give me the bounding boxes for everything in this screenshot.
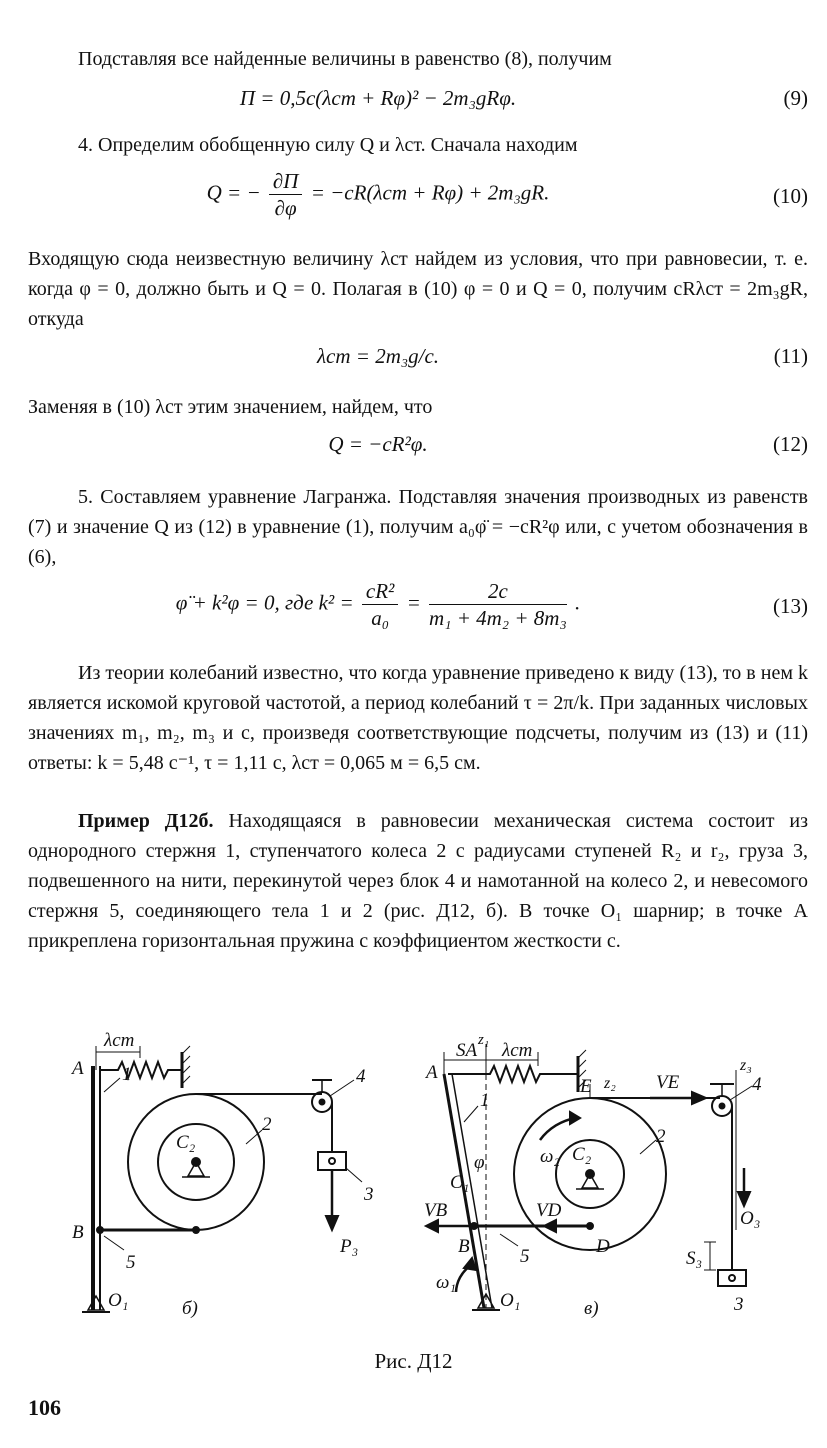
- label-sub-b: б): [182, 1298, 198, 1319]
- equation-13-lhs: φ̈ + k²φ = 0, где k² =: [175, 590, 354, 615]
- spring-right: [448, 1066, 578, 1082]
- label-C2-left: C₂: [176, 1132, 196, 1153]
- load-3-left: [318, 1152, 346, 1170]
- equation-9: [28, 84, 808, 118]
- label-VB-2: VD: [536, 1200, 562, 1221]
- label-O3: O₃: [740, 1208, 761, 1229]
- example-title: Пример Д12б.: [78, 810, 214, 832]
- equation-11: [28, 342, 808, 376]
- equation-13-fraction-1: [362, 578, 398, 631]
- label-z1: z₁: [478, 1032, 490, 1048]
- equation-13-f1-num: cR²: [362, 578, 398, 605]
- label-B-right: B: [458, 1236, 470, 1257]
- label-2-left: 2: [262, 1114, 272, 1135]
- paragraph-1: Подставляя все найденные величины в равенство (8), получим: [78, 48, 612, 70]
- page-number: 106: [28, 1395, 61, 1420]
- equation-9-body: П = 0,5c(λст + Rφ)² − 2m₃gRφ.: [239, 86, 517, 110]
- label-5-left: 5: [126, 1252, 136, 1273]
- label-z3: z₃: [740, 1057, 752, 1074]
- label-VE: VE: [656, 1072, 680, 1093]
- equation-11-body: λст = 2m₃g/c.: [316, 344, 440, 368]
- label-A-left: A: [72, 1058, 84, 1079]
- equation-10-frac-num: ∂П: [269, 168, 303, 195]
- label-S3: S₃: [686, 1248, 703, 1269]
- equation-12-body: Q = −cR²φ.: [328, 432, 428, 456]
- equation-13-f2-num: 2c: [429, 578, 567, 605]
- equation-10-rhs: = −cR(λст + Rφ) + 2m₃gR.: [310, 180, 550, 205]
- label-sub-v: в): [584, 1298, 599, 1319]
- equation-13-number: (13): [773, 594, 808, 618]
- equation-13-f2-den: m₁ + 4m₂ + 8m₃: [429, 606, 567, 630]
- paragraph-5: 5. Составляем уравнение Лагранжа. Подставляя значения производных из равенств (7) и значение Q из (12) в уравнение (1), получим a₀φ̈ = −cR²φ или, с учетом обозначения в (6),: [28, 486, 808, 568]
- equation-13-mid: =: [406, 590, 421, 615]
- label-VB-1: VB: [424, 1200, 448, 1221]
- paragraph-3: Входящую сюда неизвестную величину λст найдем из условия, что при равновесии, т. е. когда φ = 0, должно быть и Q = 0. Полагая в (10) φ = 0 и Q = 0, получим cRλст = 2m₃gR, откуда: [28, 248, 808, 330]
- label-z2: z₂: [604, 1075, 616, 1092]
- equation-9-number: (9): [783, 86, 808, 110]
- figure-b: [82, 1046, 362, 1312]
- label-B-left: B: [72, 1222, 84, 1243]
- equation-13: [28, 578, 808, 640]
- label-omega2: ω₂: [540, 1146, 561, 1167]
- paragraph-7-text: Находящаяся в равновесии механическая система состоит из однородного стержня 1, ступенчатого колеса 2 с радиусами ступеней R₂ и r₂, груза 3, подвешенного на нити, перекинутой через блок 4 и намотанной на колесо 2, и невесомого стержня 5, соединяющего тела 1 и 2 (рис. Д12, б). В точке O₁ шарнир; в точке A прикреплена горизонтальная пружина с коэффициентом жесткости c.: [28, 810, 809, 952]
- equation-13-end: .: [575, 590, 581, 615]
- label-3-right: 3: [734, 1294, 744, 1315]
- label-4-right: 4: [752, 1074, 762, 1095]
- label-5-right: 5: [520, 1246, 530, 1267]
- label-SA: SA: [456, 1040, 478, 1061]
- equation-13-f1-den: a₀: [371, 606, 389, 630]
- spring-left: [100, 1062, 182, 1078]
- equation-11-number: (11): [773, 344, 808, 368]
- equation-10-fraction: [269, 168, 303, 221]
- paragraph-7: [28, 806, 808, 956]
- load-3-right: [718, 1270, 746, 1286]
- label-P3: P₃: [340, 1236, 359, 1257]
- equation-13-fraction-2: [429, 578, 567, 631]
- equation-10: [28, 168, 808, 228]
- label-omega1: ω₁: [436, 1272, 457, 1293]
- paragraph-2: 4. Определим обобщенную силу Q и λст. Сначала находим: [78, 134, 578, 156]
- label-4-left: 4: [356, 1066, 366, 1087]
- equation-12: [28, 430, 808, 464]
- omega1-arrow: [456, 1266, 470, 1292]
- label-E: E: [580, 1076, 592, 1097]
- label-C1: C₁: [450, 1172, 470, 1193]
- label-lambda-right: λст: [502, 1040, 533, 1061]
- label-2-right: 2: [656, 1126, 666, 1147]
- label-O1-right: O₁: [500, 1290, 521, 1311]
- label-D: D: [596, 1236, 610, 1257]
- label-lambda-left: λст: [104, 1030, 135, 1051]
- figure-caption: Рис. Д12: [374, 1349, 453, 1373]
- label-phi: φ: [474, 1152, 485, 1173]
- label-3-left: 3: [364, 1184, 374, 1205]
- figure-d12: [0, 1030, 827, 1340]
- equation-12-number: (12): [773, 432, 808, 456]
- label-O1-left: O₁: [108, 1290, 129, 1311]
- equation-10-number: (10): [773, 184, 808, 208]
- equation-10-frac-den: ∂φ: [274, 196, 297, 220]
- equation-10-lhs: Q = −: [206, 180, 261, 205]
- label-C2-right: C₂: [572, 1144, 592, 1165]
- label-1-right: 1: [480, 1090, 490, 1111]
- label-A-right: A: [426, 1062, 438, 1083]
- label-1-left: 1: [122, 1064, 132, 1085]
- paragraph-4: Заменяя в (10) λст этим значением, найдем, что: [28, 396, 433, 418]
- paragraph-6: Из теории колебаний известно, что когда уравнение приведено к виду (13), то в нем k является искомой круговой частотой, а период колебаний τ = 2π/k. При заданных числовых значениях m₁, m₂, m₃ и c, произведя соответствующие подсчеты, получим из (13) и (11) ответы: k = 5,48 с⁻¹, τ = 1,11 с, λст = 0,065 м = 6,5 см.: [28, 662, 808, 774]
